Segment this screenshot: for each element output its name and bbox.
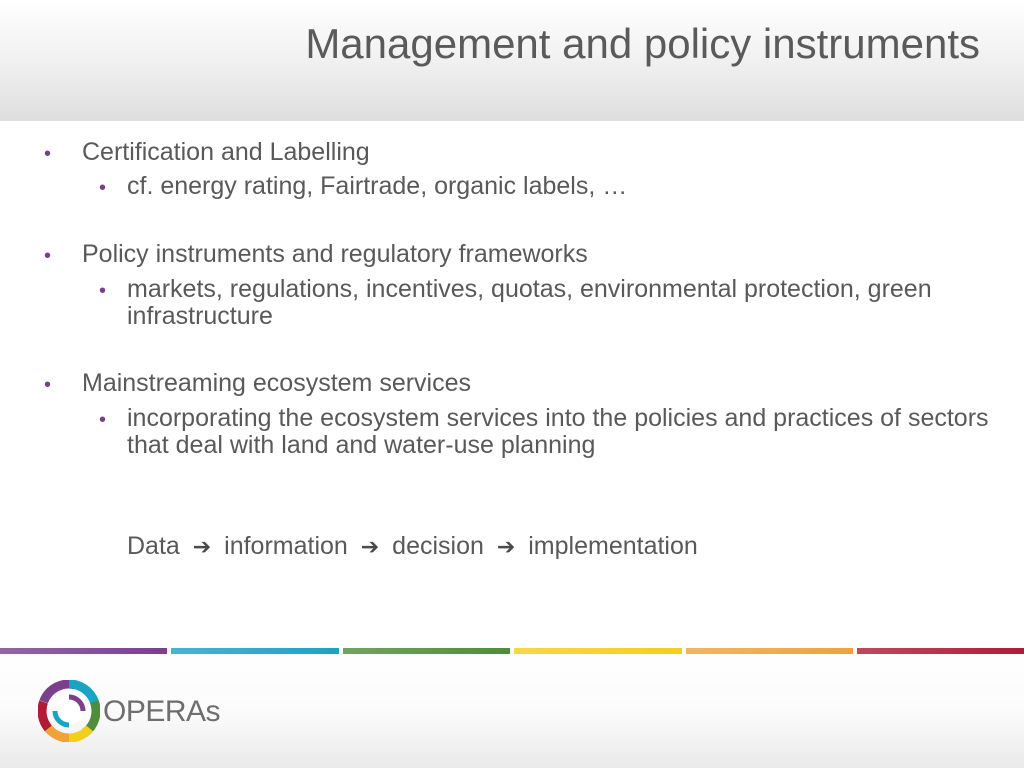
arrow-right-icon: ➔ <box>192 534 212 559</box>
operas-logo-icon <box>38 680 100 742</box>
sub-bullet-markets: markets, regulations, incentives, quotas, environmental protection, green infrastructure <box>127 275 932 330</box>
arrow-right-icon: ➔ <box>496 534 516 559</box>
bullet-marker: • <box>44 143 52 165</box>
bullet-mainstreaming: Mainstreaming ecosystem services <box>82 369 472 397</box>
slide-header <box>0 0 1024 121</box>
flow-step-information: information <box>224 532 348 560</box>
operas-logo-text: OPERAs <box>103 695 221 728</box>
bullet-marker: • <box>44 374 52 396</box>
sub-bullet-marker: • <box>99 280 107 302</box>
flow-step-decision: decision <box>392 532 484 560</box>
bullet-marker: • <box>44 245 52 267</box>
sub-bullet-labels: cf. energy rating, Fairtrade, organic labels, … <box>127 172 628 200</box>
data-flow-line <box>127 532 698 561</box>
bullet-certification: Certification and Labelling <box>82 138 370 166</box>
bullet-policy-instruments: Policy instruments and regulatory frameworks <box>82 240 588 268</box>
sub-bullet-marker: • <box>99 409 107 431</box>
sub-bullet-marker: • <box>99 177 107 199</box>
slide-title: Management and policy instruments <box>305 20 980 67</box>
flow-step-data: Data <box>127 532 180 560</box>
sub-bullet-incorporating: incorporating the ecosystem services into the policies and practices of sectors that deal with land and water-use planning <box>127 404 989 459</box>
arrow-right-icon: ➔ <box>360 534 380 559</box>
flow-step-implementation: implementation <box>528 532 698 560</box>
